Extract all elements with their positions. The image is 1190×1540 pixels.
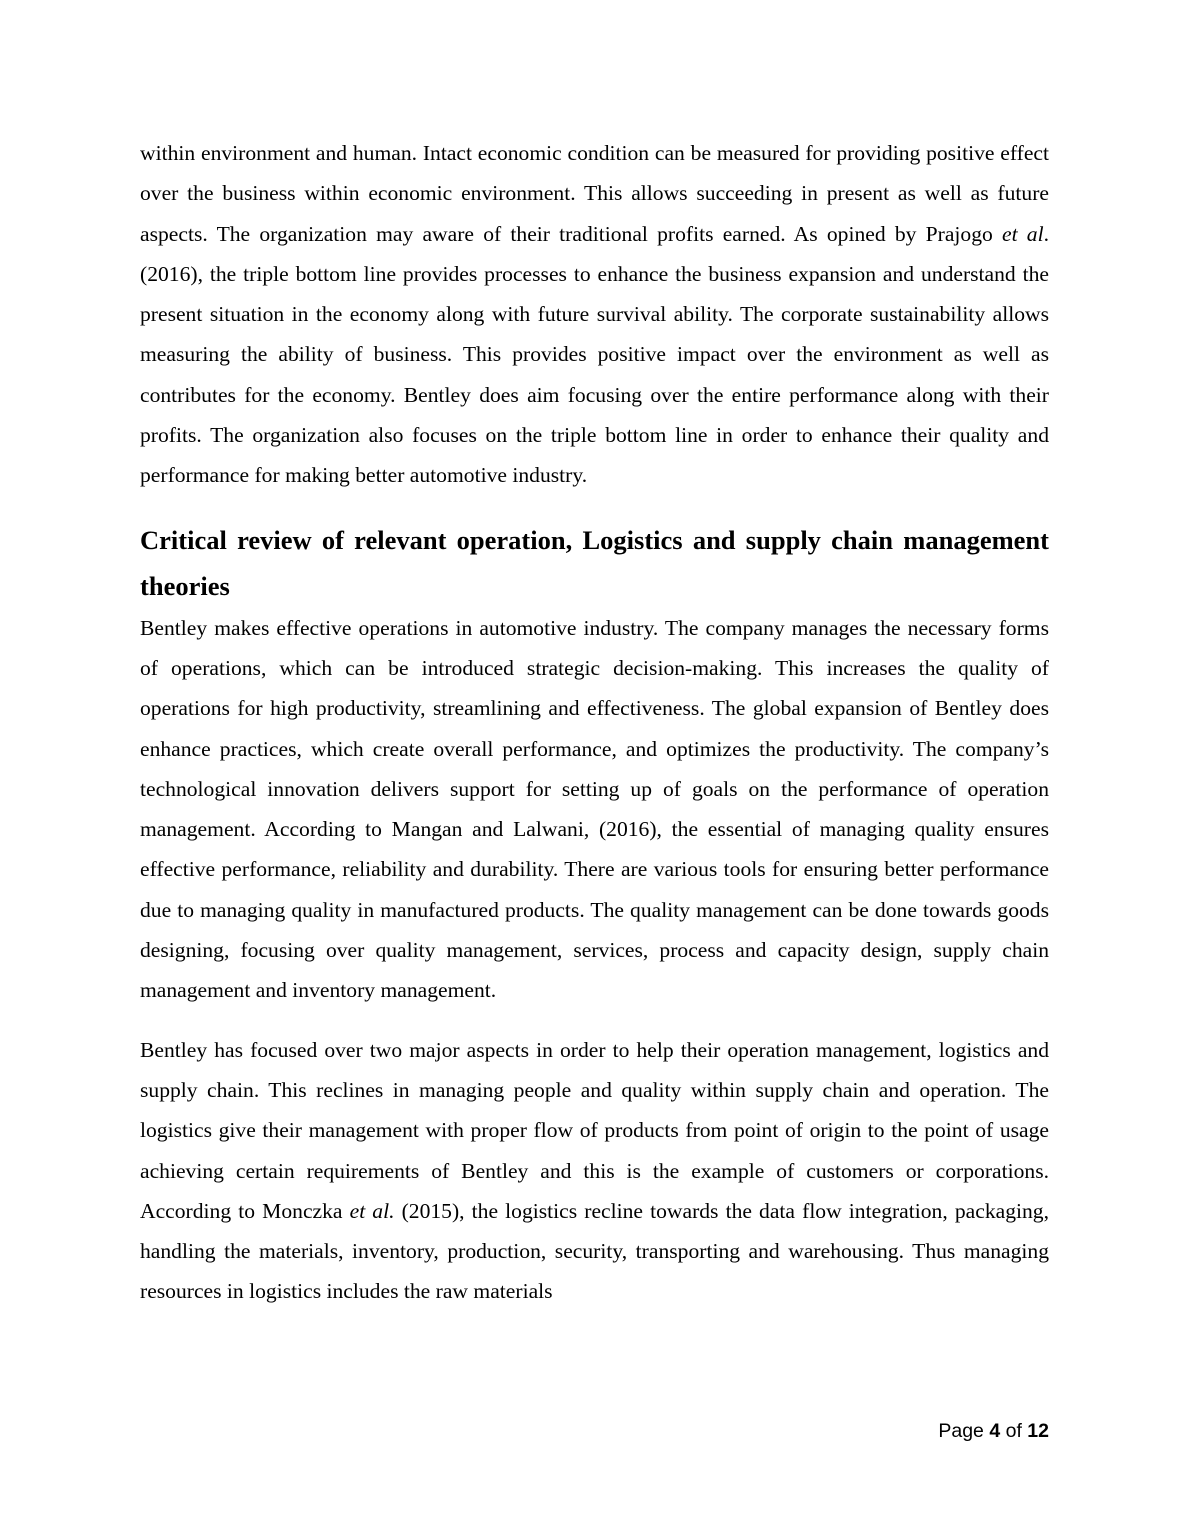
section-heading: Critical review of relevant operation, Logistics and supply chain management theories: [140, 524, 1049, 602]
paragraph-triple-bottom-line: [140, 133, 1049, 496]
paragraph-text: . (2016), the triple bottom line provides processes to enhance the business expansion and understand the present situation in the economy along with future survival ability. The corporate sustainability allows measuring the ability of business. This provides positive impact over the environment as well as contributes for the economy. Bentley does aim focusing over the entire performance along with their profits. The organization also focuses on the triple bottom line in order to enhance their quality and performance for making better automotive industry.: [140, 221, 1050, 488]
paragraph-operations: Bentley makes effective operations in automotive industry. The company manages the necessary forms of operations, which can be introduced strategic decision-making. This increases the quality of operations for high productivity, streamlining and effectiveness. The global expansion of Bentley does enhance practices, which create overall performance, and optimizes the productivity. The company’s technological innovation delivers support for setting up of goals on the performance of operation management. According to Mangan and Lalwani, (2016), the essential of managing quality ensures effective performance, reliability and durability. There are various tools for ensuring better performance due to managing quality in manufactured products. The quality management can be done towards goods designing, focusing over quality management, services, process and capacity design, supply chain management and inventory management.: [140, 615, 1049, 1003]
citation-et-al: et al: [1002, 221, 1044, 246]
page-number-footer: [938, 1418, 1049, 1444]
paragraph-logistics: [140, 1030, 1049, 1312]
paragraph-text: Bentley has focused over two major aspects in order to help their operation management, logistics and supply chain. This reclines in managing people and quality within supply chain and operation. The logistics give their management with proper flow of products from point of origin to the point of usage achieving certain requirements of Bentley and this is the example of customers or corporations. According to Monczka: [140, 1037, 1049, 1223]
paragraph-text: (2015), the logistics recline towards the data flow integration, packaging, handling the materials, inventory, production, security, transporting and warehousing. Thus managing resources in logistics includes the raw materials: [140, 1198, 1049, 1304]
paragraph-text: within environment and human. Intact economic condition can be measured for providing positive effect over the business within economic environment. This allows succeeding in present as well as future aspects. The organization may aware of their traditional profits earned. As opined by Prajogo: [140, 141, 1049, 246]
current-page-number: 4: [989, 1420, 1001, 1442]
citation-et-al: et al.: [349, 1198, 395, 1223]
page-label: Page: [938, 1420, 990, 1442]
page-body: [140, 133, 1049, 1312]
total-pages-number: 12: [1027, 1420, 1049, 1442]
of-label: of: [1000, 1420, 1028, 1442]
